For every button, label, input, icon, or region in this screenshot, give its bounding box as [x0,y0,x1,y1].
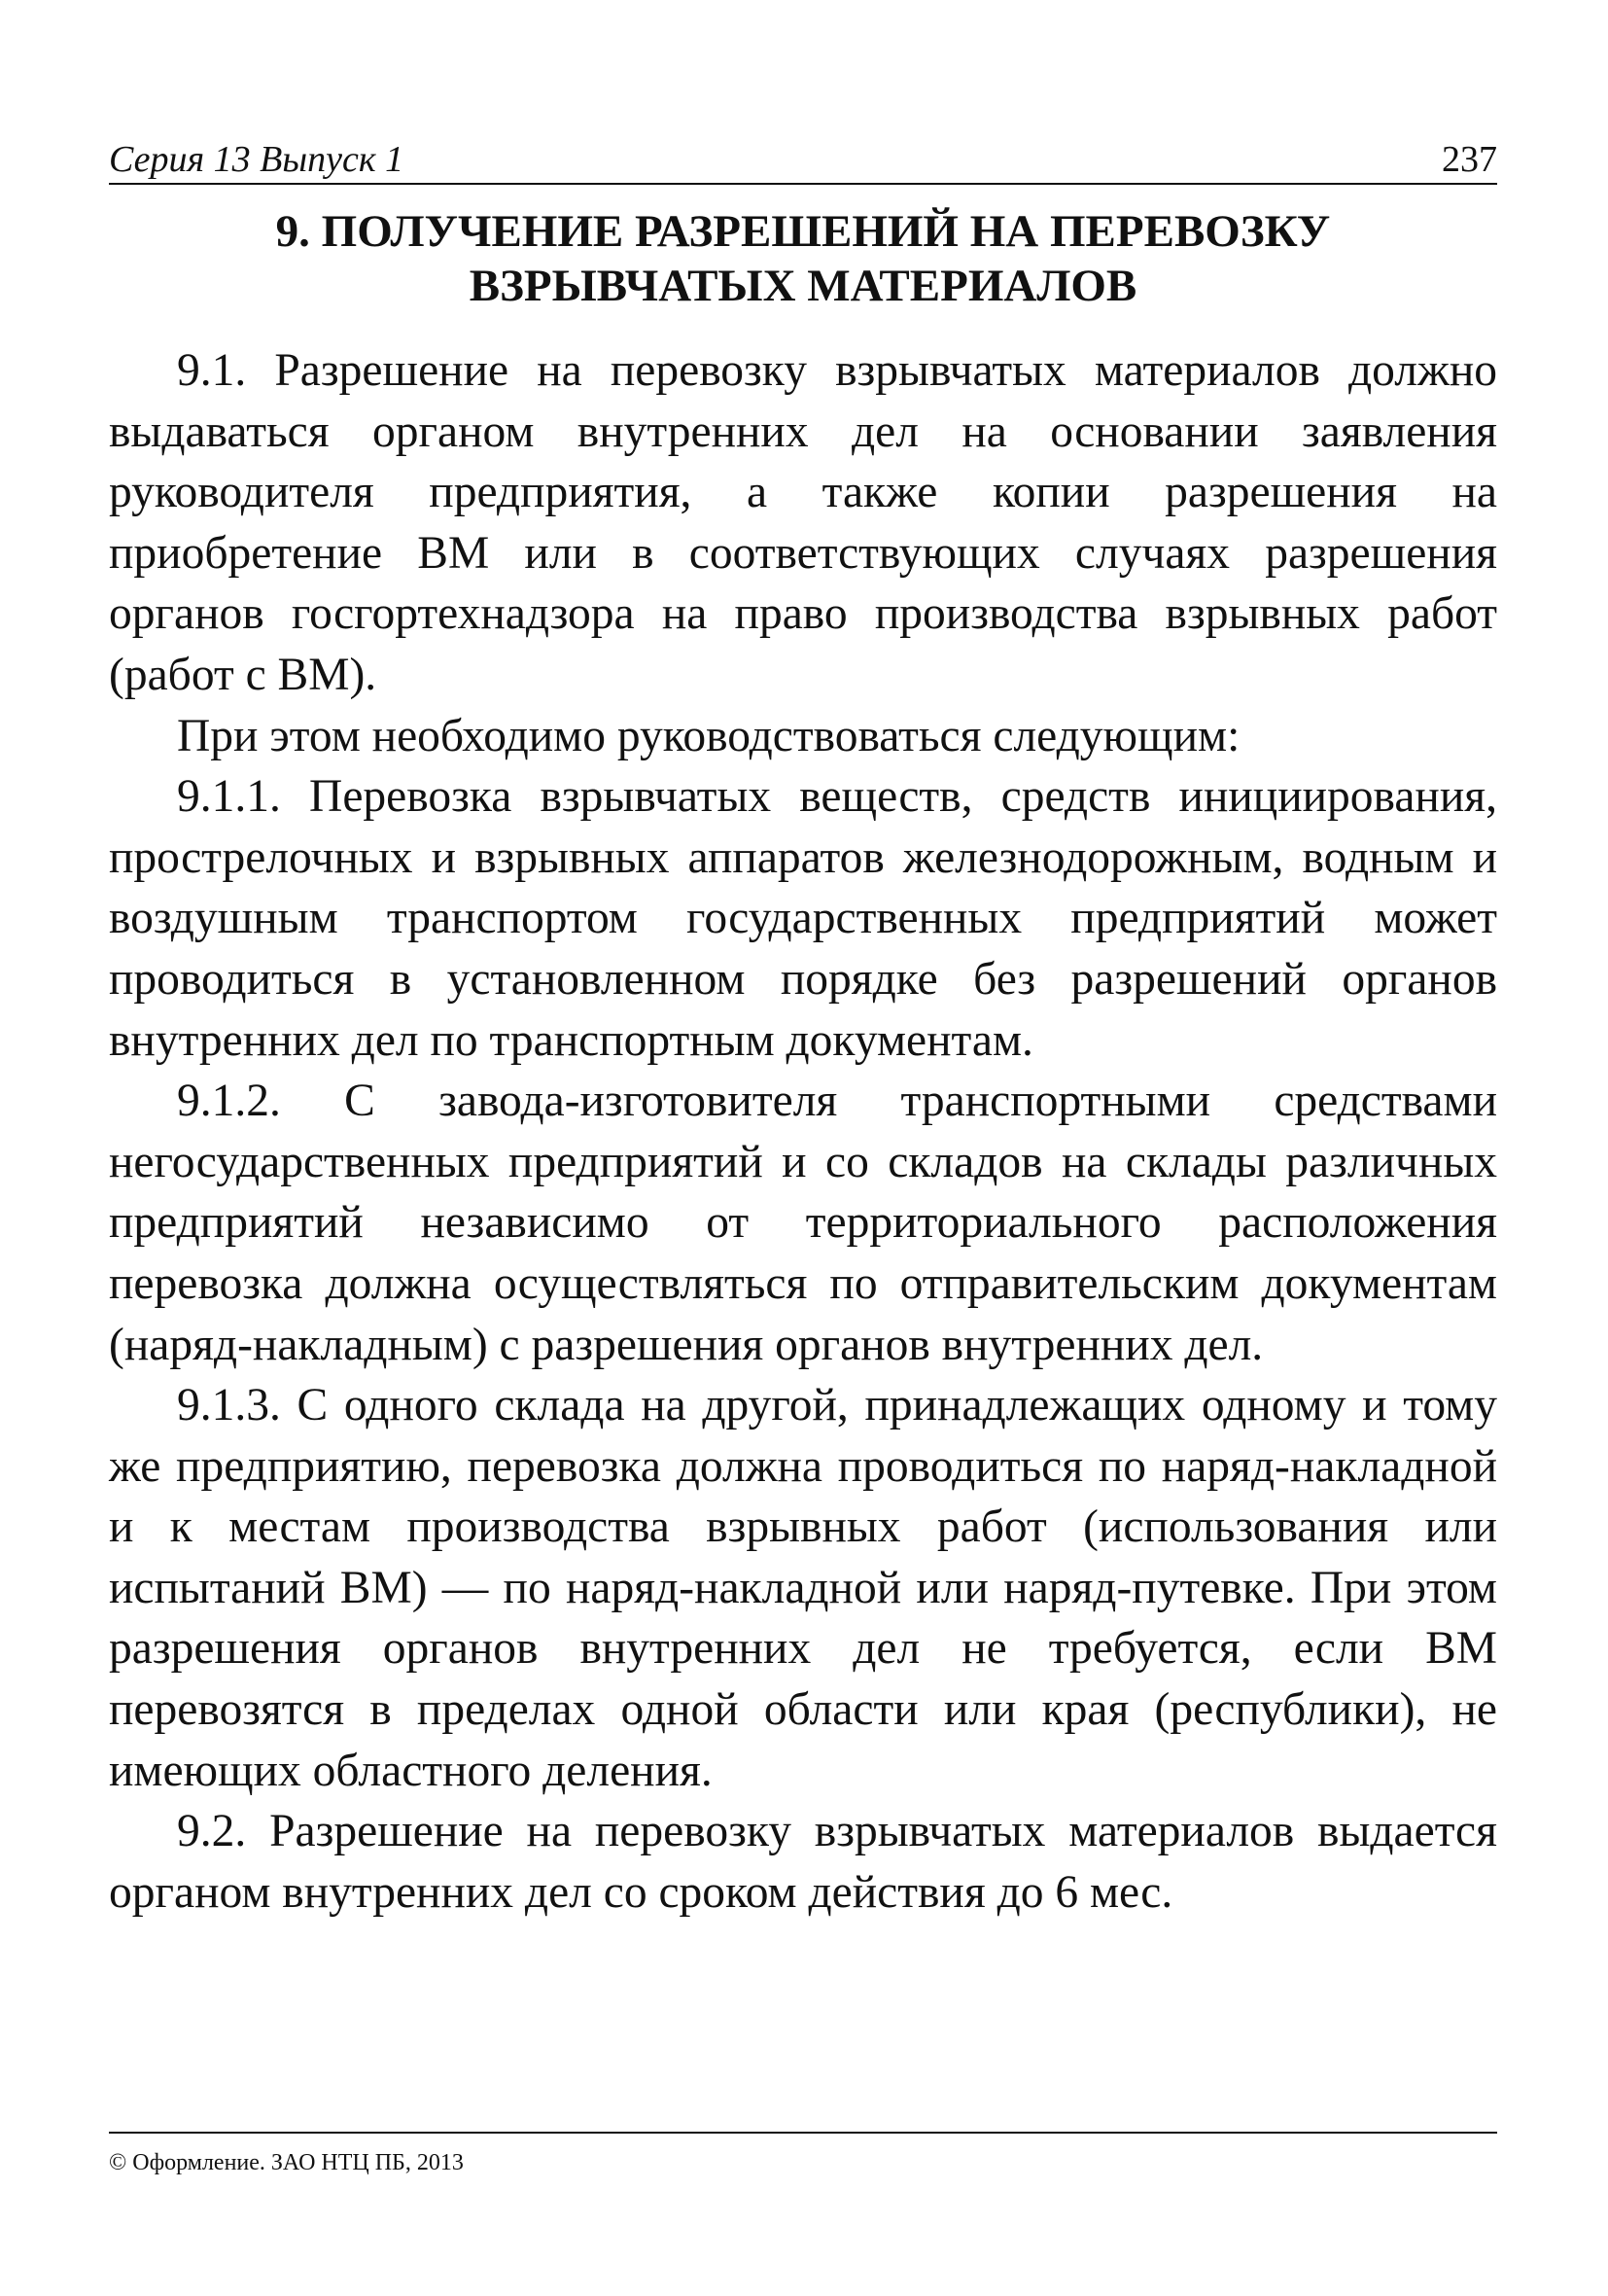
chapter-title [109,204,1497,313]
paragraph-9-1: 9.1. Разрешение на перевозку взрывчатых материалов должно выдаваться органом внутренних дел на основании заявления руководителя предприятия, а также копии разрешения на приобретение ВМ или в соответствующих случаях разрешения органов госгортехнадзора на право производства взрывных работ (работ с ВМ). [109,345,1497,700]
paragraph-9-1-1: 9.1.1. Перевозка взрывчатых веществ, средств инициирования, прострелочных и взрывных аппаратов железнодорожным, водным и воздушным транспортом государственных предприятий может проводиться в установленном порядке без разрешений органов внутренних дел по транспортным документам. [109,771,1497,1066]
paragraph-9-2: 9.2. Разрешение на перевозку взрывчатых материалов выдается органом внутренних дел со сроком действия до 6 мес. [109,1806,1497,1918]
page-number: 237 [1442,139,1497,180]
chapter-title-line-2: ВЗРЫВЧАТЫХ МАТЕРИАЛОВ [469,261,1137,311]
series-label: Серия 13 Выпуск 1 [109,139,404,180]
body-text [109,340,1497,1923]
paragraph-9-1-2: 9.1.2. С завода-изготовителя транспортными средствами негосударственных предприятий и со складов на склады различных предприятий независимо от территориального расположения перевозка должна осуществляться по отправительским документам (наряд-накладным) с разрешения органов внутренних дел. [109,1076,1497,1370]
document-page [109,126,1497,2217]
page-footer [109,2132,1497,2176]
copyright-notice: © Оформление. ЗАО НТЦ ПБ, 2013 [109,2150,464,2175]
chapter-title-line-1: 9. ПОЛУЧЕНИЕ РАЗРЕШЕНИЙ НА ПЕРЕВОЗКУ [275,206,1331,257]
running-header [109,126,1497,185]
paragraph-9-1-3: 9.1.3. С одного склада на другой, принадлежащих одному и тому же предприятию, перевозка должна проводиться по наряд-накладной и к местам производства взрывных работ (использования или испытаний ВМ) — по наряд-накладной или наряд-путевке. При этом разрешения органов внутренних дел не требуется, если ВМ перевозятся в пределах одной области или края (республики), не имеющих областного деления. [109,1380,1497,1796]
paragraph-guidance-intro: При этом необходимо руководствоваться следующим: [177,710,1241,761]
